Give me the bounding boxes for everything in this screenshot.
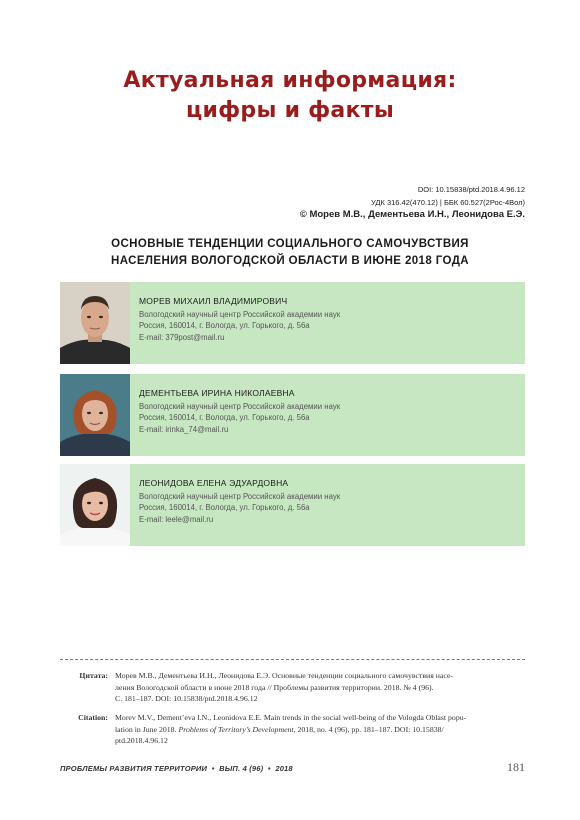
author-info xyxy=(139,478,340,525)
author-address: Россия, 160014, г. Вологда, ул. Горького, д. 56а xyxy=(139,321,310,330)
section-title-line2: цифры и факты xyxy=(185,98,395,123)
citation-en-label: Citation: xyxy=(78,713,108,722)
citation-ru-line1: Морев М.В., Дементьева И.Н., Леонидова Е.Э. Основные тенденции социального самочувствия насе- xyxy=(115,671,453,680)
citation-ru-text xyxy=(115,670,525,705)
article-title-line1: ОСНОВНЫЕ ТЕНДЕНЦИИ СОЦИАЛЬНОГО САМОЧУВСТВИЯ xyxy=(111,238,469,250)
author-photo-leonidova xyxy=(60,464,130,546)
section-title xyxy=(0,66,580,126)
citation-en-journal: Problems of Territory’s Development, xyxy=(178,724,296,734)
author-address: Россия, 160014, г. Вологда, ул. Горького, д. 56а xyxy=(139,413,310,422)
article-title xyxy=(40,236,540,270)
citation-en xyxy=(60,712,525,748)
author-photo-morev xyxy=(60,282,130,364)
doi-line: DOI: 10.15838/ptd.2018.4.96.12 xyxy=(417,185,525,194)
citation-en-line2-b: 2018, no. 4 (96), pp. 181–187. DOI: 10.15838/ xyxy=(295,724,444,734)
citation-en-line1: Morev M.V., Dement’eva I.N., Leonidova E.E. Main trends in the social well-being of the Vologda Oblast popu- xyxy=(115,713,467,722)
author-name: МОРЕВ МИХАИЛ ВЛАДИМИРОВИЧ xyxy=(139,296,288,306)
citation-ru-line3: С. 181–187. DOI: 10.15838/ptd.2018.4.96.12 xyxy=(115,694,258,703)
citation-en-line3: ptd.2018.4.96.12 xyxy=(115,736,168,745)
citation-ru-line2: ления Вологодской области в июне 2018 года // Проблемы развития территории. 2018. № 4 (96). xyxy=(115,682,434,692)
author-org: Вологодский научный центр Российской академии наук xyxy=(139,309,341,319)
citation-en-line2 xyxy=(115,724,525,736)
author-email: E-mail: irinka_74@mail.ru xyxy=(139,424,229,434)
udk-line: УДК 316.42(470.12) | ББК 60.527(2Рос-4Вол) xyxy=(371,198,525,207)
page-number: 181 xyxy=(507,760,525,774)
author-card-dementeva xyxy=(60,374,525,456)
author-org: Вологодский научный центр Российской академии наук xyxy=(139,491,341,501)
section-title-line1: Актуальная информация: xyxy=(123,68,457,93)
citation-ru xyxy=(60,670,525,706)
citation-en-line2-a: lation in June 2018. xyxy=(115,724,179,734)
author-email: E-mail: leele@mail.ru xyxy=(139,514,214,524)
copyright-authors: © Морев М.В., Дементьева И.Н., Леонидова Е.Э. xyxy=(299,209,525,220)
author-address: Россия, 160014, г. Вологда, ул. Горького, д. 56а xyxy=(139,503,310,512)
citation-divider xyxy=(60,659,525,660)
author-info xyxy=(139,296,340,343)
author-org: Вологодский научный центр Российской академии наук xyxy=(139,401,341,411)
author-card-morev xyxy=(60,282,525,364)
journal-footer: ПРОБЛЕМЫ РАЗВИТИЯ ТЕРРИТОРИИ • ВЫП. 4 (96) • 2018 xyxy=(60,764,293,773)
author-info xyxy=(139,388,340,435)
author-card-leonidova xyxy=(60,464,525,546)
author-name: ЛЕОНИДОВА ЕЛЕНА ЭДУАРДОВНА xyxy=(139,478,289,488)
author-email: E-mail: 379post@mail.ru xyxy=(139,332,225,342)
citation-en-text xyxy=(115,712,525,747)
article-title-line2: НАСЕЛЕНИЯ ВОЛОГОДСКОЙ ОБЛАСТИ В ИЮНЕ 2018 ГОДА xyxy=(111,255,469,267)
author-name: ДЕМЕНТЬЕВА ИРИНА НИКОЛАЕВНА xyxy=(139,388,295,398)
citation-ru-label: Цитата: xyxy=(79,671,108,680)
author-photo-dementeva xyxy=(60,374,130,456)
